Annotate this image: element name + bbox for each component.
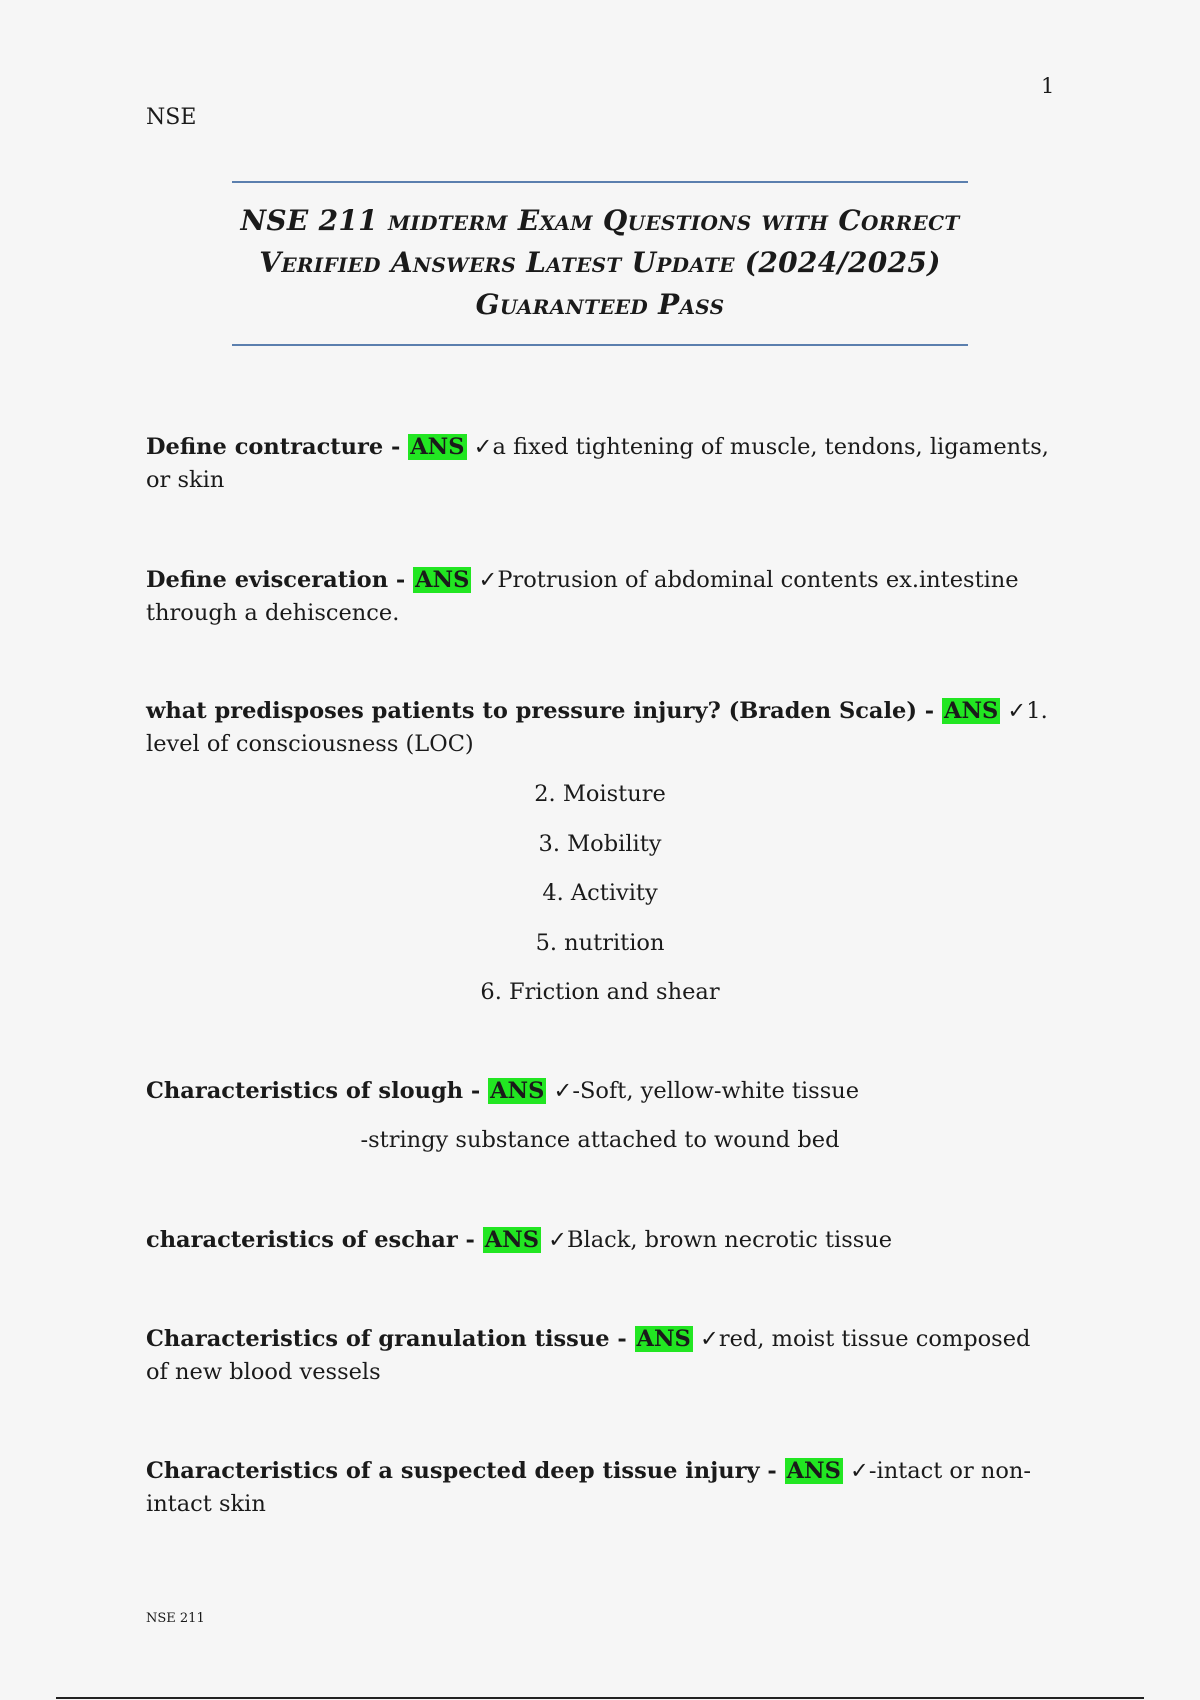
question-text: Characteristics of granulation tissue - [146,1326,635,1352]
question-text: Characteristics of slough - [146,1078,489,1104]
qa-item-granulation [146,1323,1056,1389]
answer-text: Protrusion of abdominal contents ex.intestine through a dehiscence. [146,567,1019,626]
answer-text: red, moist tissue composed of new blood vessels [146,1326,1031,1385]
page-header: NSE [146,105,197,130]
answer-text: 1. level of consciousness (LOC) [146,698,1048,757]
checkmark-icon: ✓ [471,567,498,593]
qa-item-slough [146,1075,1056,1108]
checkmark-icon: ✓ [842,1458,869,1484]
checkmark-icon: ✓ [546,1078,573,1104]
page-footer: NSE 211 [146,1611,205,1626]
list-item: 2. Moisture [534,781,666,807]
ans-label: ANS [636,1326,691,1352]
question-text: Characteristics of a suspected deep tissue injury - [146,1458,785,1484]
ans-label: ANS [410,434,465,460]
title-line-1: NSE 211 midterm Exam Questions with Correct [240,204,960,237]
qa-item-pressure-injury [146,695,1056,761]
page-number: 1 [1041,74,1055,98]
checkmark-icon: ✓ [1000,698,1027,724]
question-text: Define evisceration - [146,567,414,593]
answer-text: -Soft, yellow-white tissue [572,1078,860,1104]
list-item: 5. nutrition [535,930,665,956]
title-bottom-rule [232,344,968,346]
ans-label: ANS [484,1227,539,1253]
qa-item-evisceration [146,564,1056,630]
qa-item-eschar [146,1224,1056,1257]
qa-item-deep-tissue-injury [146,1455,1056,1521]
title-top-rule [232,181,968,183]
question-text: what predisposes patients to pressure injury? (Braden Scale) - [146,698,942,724]
answer-text: a fixed tightening of muscle, tendons, ligaments, or skin [146,434,1049,493]
checkmark-icon: ✓ [692,1326,719,1352]
checkmark-icon: ✓ [540,1227,567,1253]
answer-text: Black, brown necrotic tissue [566,1227,893,1253]
question-text: characteristics of eschar - [146,1227,483,1253]
ans-label: ANS [943,698,999,724]
ans-label: ANS [490,1078,545,1104]
list-item: 6. Friction and shear [480,979,720,1005]
ans-label: ANS [786,1458,841,1484]
title-line-3: Guaranteed Pass [475,288,725,321]
question-text: Define contracture - [146,434,409,460]
footer-rule [56,1697,1144,1699]
list-item: 4. Activity [542,880,658,906]
document-title [232,200,968,326]
answer-continuation: -stringy substance attached to wound bed [360,1127,840,1153]
list-item: 3. Mobility [538,831,662,857]
checkmark-icon: ✓ [466,434,493,460]
qa-item-contracture [146,431,1056,497]
title-line-2: Verified Answers Latest Update (2024/2025) [259,246,941,279]
ans-label: ANS [415,567,470,593]
answer-text: -intact or non-intact skin [146,1458,1032,1517]
